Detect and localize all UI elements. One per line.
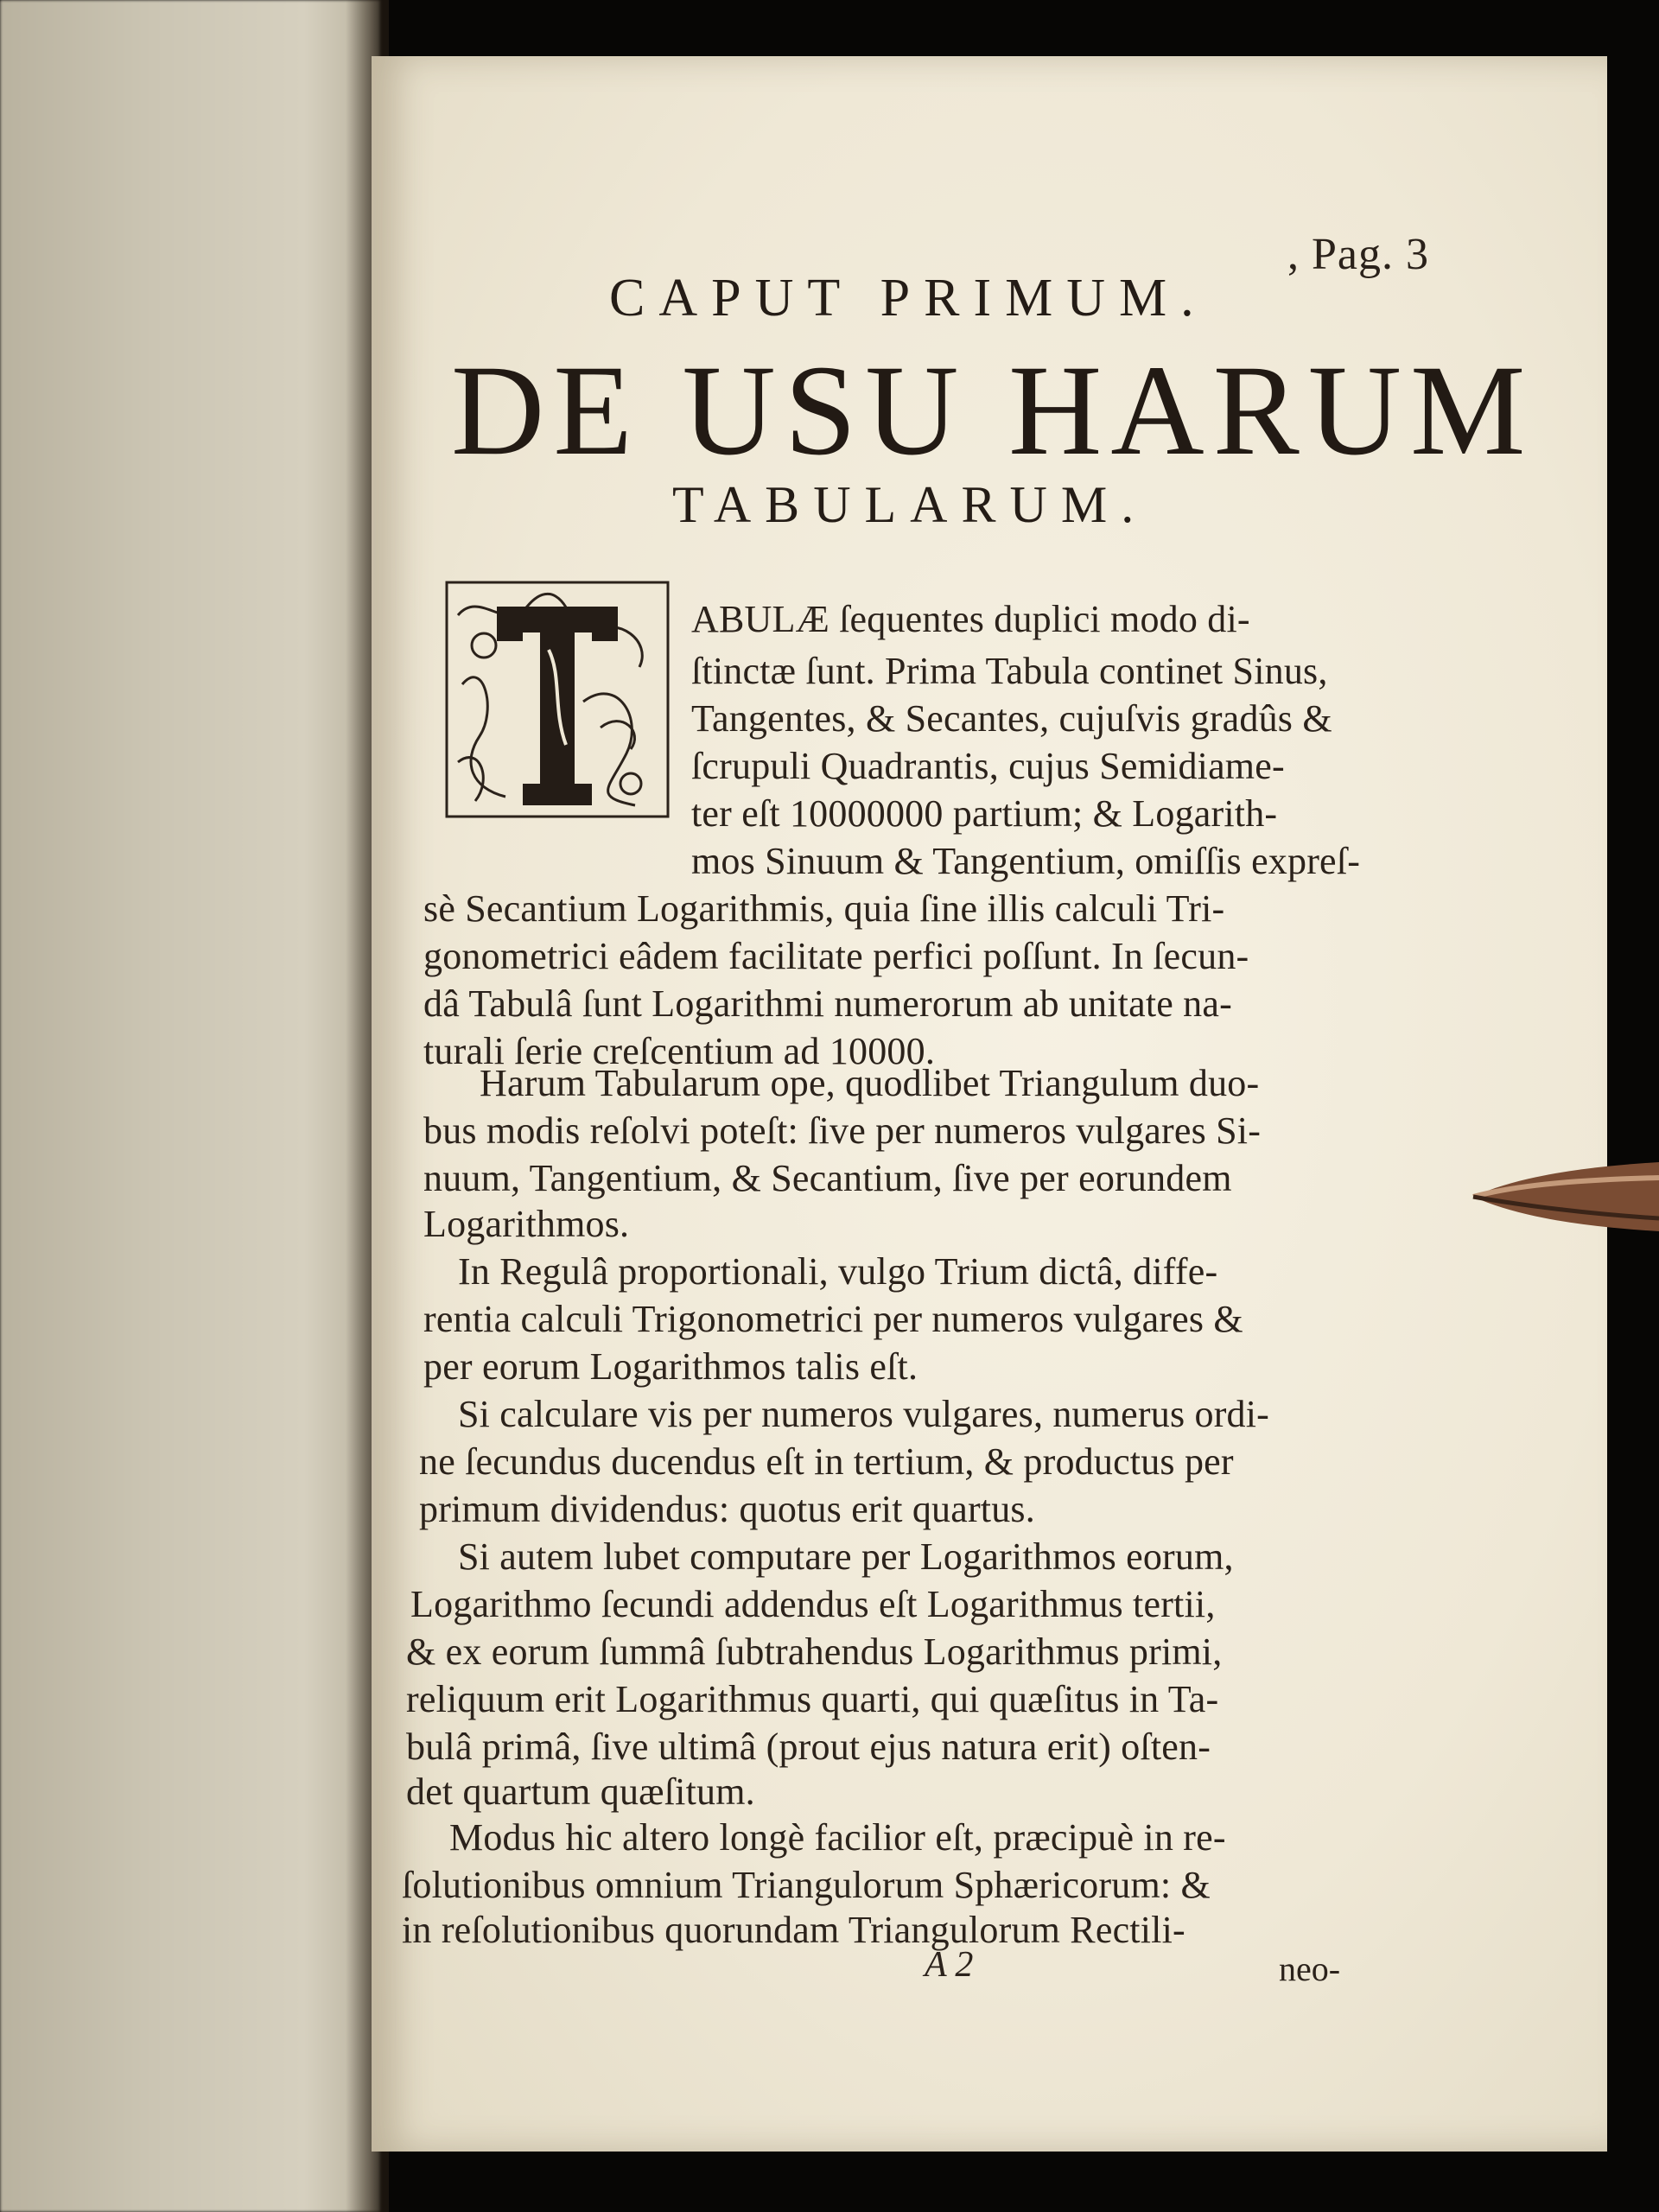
text-line: dâ Tabulâ ſunt Logarithmi numerorum ab unitate na-: [423, 982, 1232, 1025]
text-line: reliquum erit Logarithmus quarti, qui quæſitus in Ta-: [406, 1678, 1219, 1720]
text-line: ſolutionibus omnium Triangulorum Sphæricorum: &: [402, 1864, 1211, 1906]
text-line: Logarithmos.: [423, 1203, 630, 1245]
text-line: In Regulâ proportionali, vulgo Trium dictâ, diffe-: [458, 1250, 1218, 1293]
text-line: Si calculare vis per numeros vulgares, numerus ordi-: [458, 1393, 1270, 1435]
text-line: bus modis reſolvi poteſt: ſive per numeros vulgares Si-: [423, 1109, 1262, 1152]
left-facing-page: [0, 0, 380, 2212]
text-line: ter eſt 10000000 partium; & Logarith-: [691, 792, 1278, 835]
catchword: neo-: [1279, 1949, 1341, 1988]
text-line: in reſolutionibus quorundam Triangulorum Rectili-: [402, 1909, 1185, 1951]
text-line: ſtinctæ ſunt. Prima Tabula continet Sinus,: [691, 650, 1328, 692]
text-line: Tangentes, & Secantes, cujuſvis gradûs &: [691, 697, 1332, 740]
chapter-heading: CAPUT PRIMUM.: [609, 269, 1208, 327]
text-line: turali ſerie creſcentium ad 10000.: [423, 1030, 936, 1072]
page-title: DE USU HARUM: [451, 339, 1535, 482]
pen-nib-icon: [1469, 1145, 1659, 1249]
text-line: primum dividendus: quotus erit quartus.: [419, 1488, 1035, 1530]
text-line: Logarithmo ſecundi addendus eſt Logarithmus tertii,: [410, 1583, 1216, 1625]
text-line: per eorum Logarithmos talis eſt.: [423, 1345, 918, 1388]
signature-mark: A 2: [925, 1945, 974, 1985]
text-line: rentia calculi Trigonometrici per numeros vulgares &: [423, 1298, 1243, 1340]
text-line: bulâ primâ, ſive ultimâ (prout ejus natura erit) oſten-: [406, 1726, 1211, 1768]
page-number: , Pag. 3: [1287, 230, 1429, 279]
text-line: nuum, Tangentium, & Secantium, ſive per eorundem: [423, 1157, 1232, 1199]
page-subtitle: TABULARUM.: [672, 476, 1148, 533]
text-line: gonometrici eâdem facilitate perfici poſſunt. In ſecun-: [423, 935, 1249, 977]
text-line: ſcrupuli Quadrantis, cujus Semidiame-: [691, 745, 1285, 787]
decorated-initial-t-icon: [445, 581, 670, 818]
text-line: Modus hic altero longè facilior eſt, præcipuè in re-: [449, 1816, 1226, 1859]
text-line: ne ſecundus ducendus eſt in tertium, & productus per: [419, 1440, 1234, 1483]
text-line: det quartum quæſitum.: [406, 1770, 755, 1813]
text-line: sè Secantium Logarithmis, quia ſine illis calculi Tri-: [423, 887, 1225, 930]
text-line: Harum Tabularum ope, quodlibet Triangulum duo-: [480, 1062, 1260, 1104]
text-line: mos Sinuum & Tangentium, omiſſis expreſ-: [691, 840, 1361, 882]
text-line: & ex eorum ſummâ ſubtrahendus Logarithmus primi,: [406, 1630, 1223, 1673]
text-line: ABULÆ ſequentes duplici modo di-: [691, 598, 1250, 640]
text-line: Si autem lubet computare per Logarithmos eorum,: [458, 1535, 1234, 1578]
